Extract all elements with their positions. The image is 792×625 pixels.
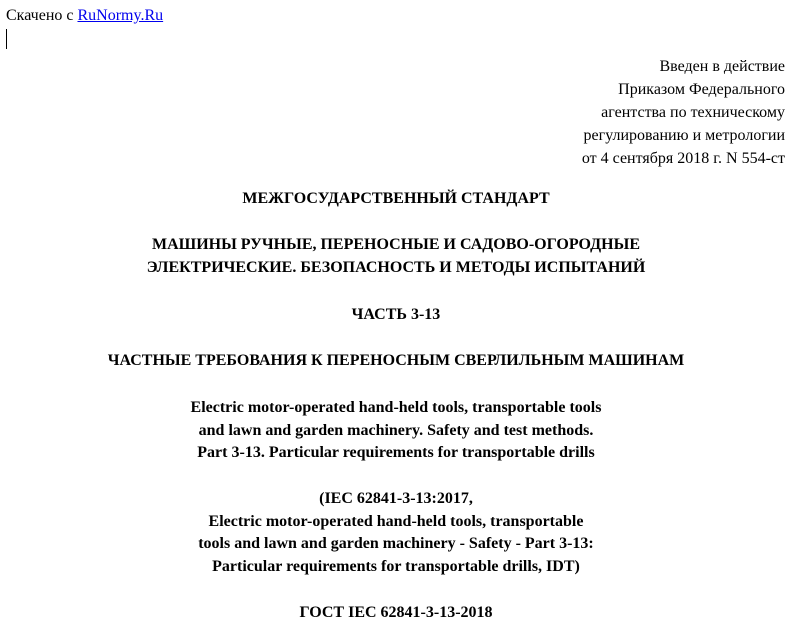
enacted-line: от 4 сентября 2018 г. N 554-ст [581, 150, 785, 167]
enacted-line: регулированию и метрологии [583, 127, 785, 144]
title-en-line: Electric motor-operated hand-held tools, transportable tools [190, 399, 602, 416]
enacted-line: Приказом Федерального [618, 81, 785, 98]
iec-line: Particular requirements for transportable drills, IDT) [212, 557, 580, 575]
download-prefix: Скачено с [6, 7, 78, 24]
iec-reference [0, 488, 792, 578]
enacted-line: агентства по техническому [601, 104, 785, 121]
text-cursor [6, 29, 7, 49]
iec-line: tools and lawn and garden machinery - Safety - Part 3-13: [198, 535, 594, 552]
enacted-notice [582, 55, 785, 170]
title-en [0, 397, 792, 465]
subtitle-ru: ЧАСТНЫЕ ТРЕБОВАНИЯ К ПЕРЕНОСНЫМ СВЕРЛИЛЬНЫМ МАШИНАМ [107, 352, 685, 369]
title-en-line: and lawn and garden machinery. Safety and test methods. [198, 421, 594, 439]
iec-line: (IEC 62841-3-13:2017, [319, 490, 473, 507]
gost-number: ГОСТ IEC 62841-3-13-2018 [299, 604, 493, 621]
runormy-link[interactable]: RuNormy.Ru [77, 7, 164, 24]
iec-line: Electric motor-operated hand-held tools, transportable [208, 512, 584, 530]
part-heading: ЧАСТЬ 3-13 [351, 306, 441, 323]
title-en-line: Part 3-13. Particular requirements for transportable drills [197, 444, 595, 461]
title-ru [0, 234, 792, 279]
download-source-line [6, 5, 163, 27]
enacted-line: Введен в действие [659, 58, 785, 75]
title-ru-line: МАШИНЫ РУЧНЫЕ, ПЕРЕНОСНЫЕ И САДОВО-ОГОРОДНЫЕ [151, 236, 641, 253]
title-ru-line: ЭЛЕКТРИЧЕСКИЕ. БЕЗОПАСНОСТЬ И МЕТОДЫ ИСПЫТАНИЙ [146, 258, 646, 276]
standard-type-heading: МЕЖГОСУДАРСТВЕННЫЙ СТАНДАРТ [242, 190, 550, 207]
